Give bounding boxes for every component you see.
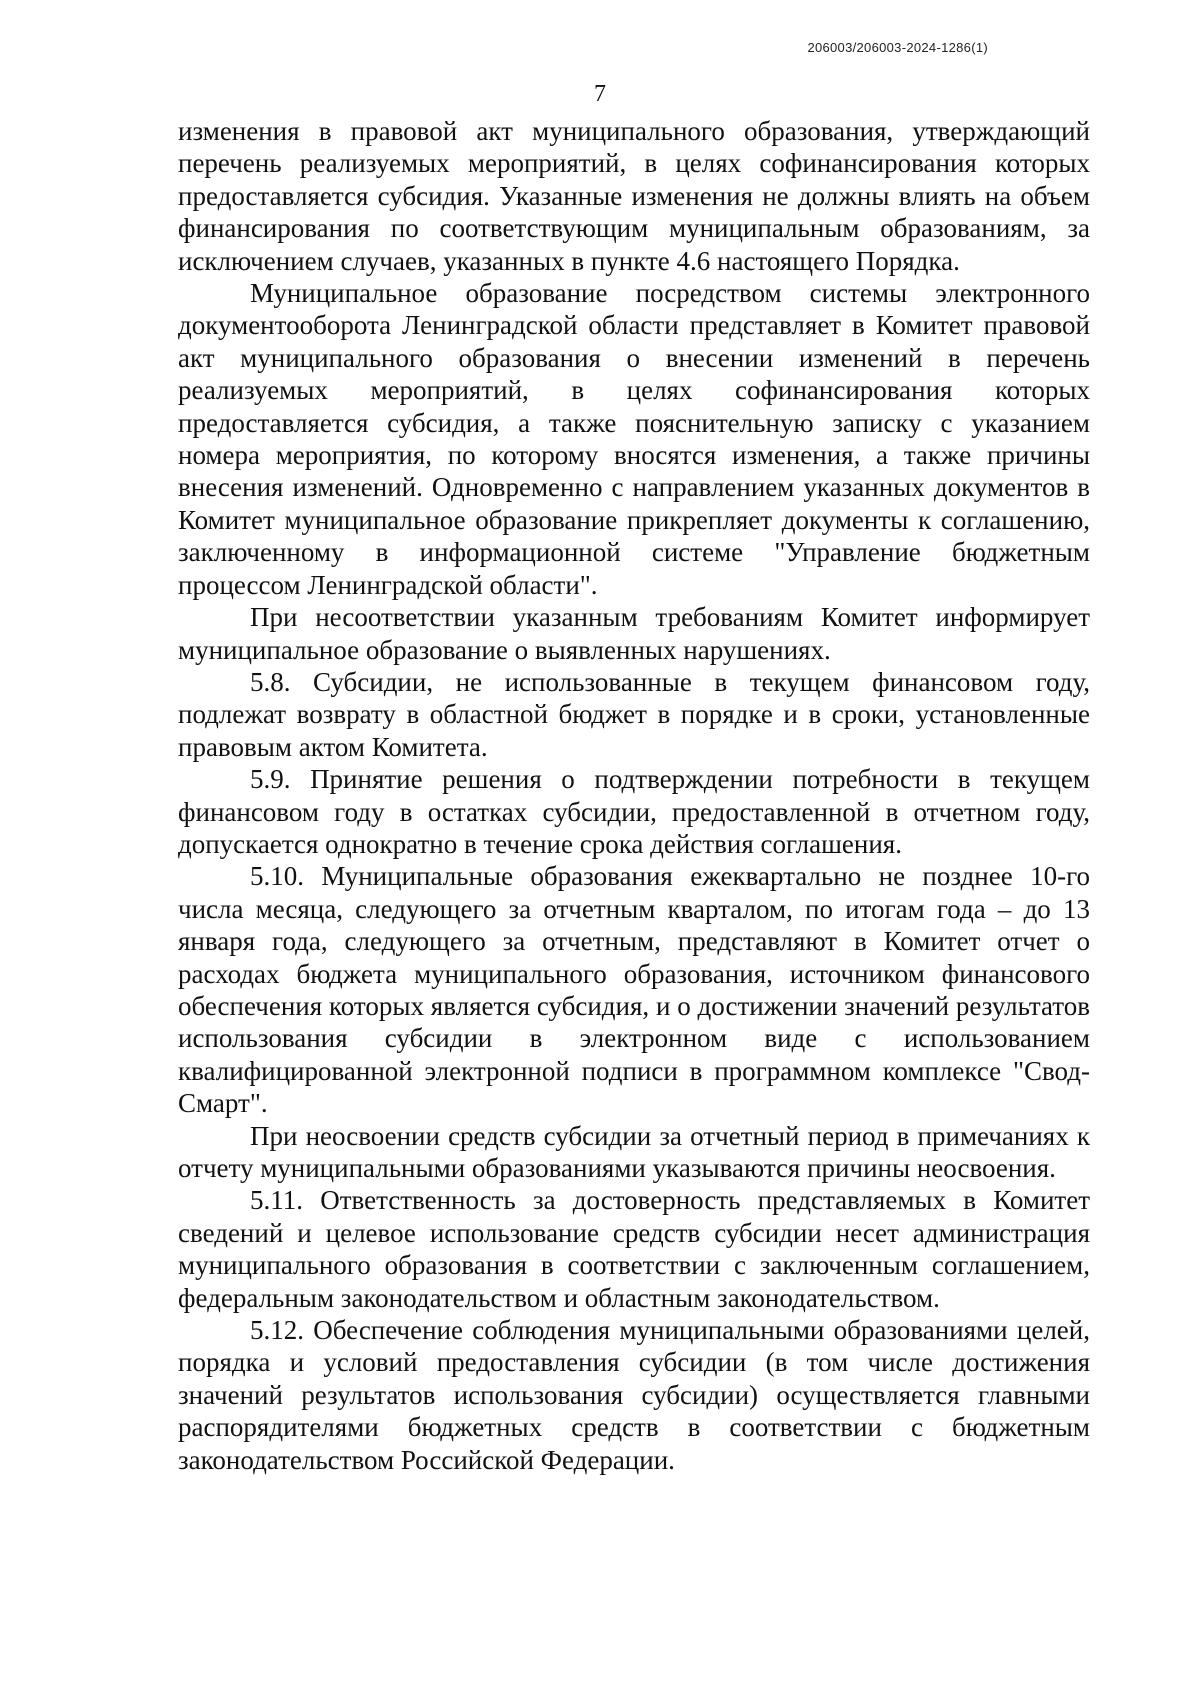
- paragraph-5-11: 5.11. Ответственность за достоверность представляемых в Комитет сведений и целевое использование средств субсидии несет администрация муниципального образования в соответствии с заключенным соглашением, федеральным законодательством и областным законодательством.: [178, 1185, 1090, 1313]
- page-number: 7: [594, 81, 606, 107]
- document-id: 206003/206003-2024-1286(1): [807, 40, 988, 55]
- paragraph-5-9: 5.9. Принятие решения о подтверждении потребности в текущем финансовом году в остатках субсидии, предоставленной в отчетном году, допускается однократно в течение срока действия соглашения.: [178, 764, 1090, 859]
- paragraph-5-10: 5.10. Муниципальные образования ежеквартально не позднее 10-го числа месяца, следующего за отчетным кварталом, по итогам года – до 13 января года, следующего за отчетным, представляют в Комитет отчет о расходах бюджета муниципального образования, источником финансового обеспечения которых является субсидия, и о достижении значений результатов использования субсидии в электронном виде с использованием квалифицированной электронной подписи в программном комплексе "Свод-Смарт".: [178, 861, 1090, 1119]
- paragraph-noncompliance: При несоответствии указанным требованиям Комитет информирует муниципальное образование о выявленных нарушениях.: [178, 602, 1090, 665]
- paragraph-continuation: изменения в правовой акт муниципального образования, утверждающий перечень реализуемых мероприятий, в целях софинансирования которых предоставляется субсидия. Указанные изменения не должны влиять на объем финансирования по соответствующим муниципальным образованиям, за исключением случаев, указанных в пункте 4.6 настоящего Порядка.: [178, 116, 1090, 276]
- paragraph-5-8: 5.8. Субсидии, не использованные в текущем финансовом году, подлежат возврату в областной бюджет в порядке и в сроки, установленные правовым актом Комитета.: [178, 666, 1090, 762]
- paragraph-electronic-submission: Муниципальное образование посредством системы электронного документооборота Ленинградской области представляет в Комитет правовой акт муниципального образования о внесении изменений в перечень реализуемых мероприятий, в целях софинансирования которых предоставляется субсидия, а также пояснительную записку с указанием номера мероприятия, по которому вносятся изменения, а также причины внесения изменений. Одновременно с направлением указанных документов в Комитет муниципальное образование прикрепляет документы к соглашению, заключенному в информационной системе "Управление бюджетным процессом Ленинградской области".: [178, 278, 1090, 600]
- document-body: [178, 115, 1090, 1476]
- paragraph-5-12: 5.12. Обеспечение соблюдения муниципальными образованиями целей, порядка и условий предоставления субсидии (в том числе достижения значений результатов использования субсидии) осуществляется главными распорядителями бюджетных средств в соответствии с бюджетным законодательством Российской Федерации.: [178, 1315, 1090, 1475]
- paragraph-underutilization: При неосвоении средств субсидии за отчетный период в примечаниях к отчету муниципальными образованиями указываются причины неосвоения.: [178, 1120, 1090, 1183]
